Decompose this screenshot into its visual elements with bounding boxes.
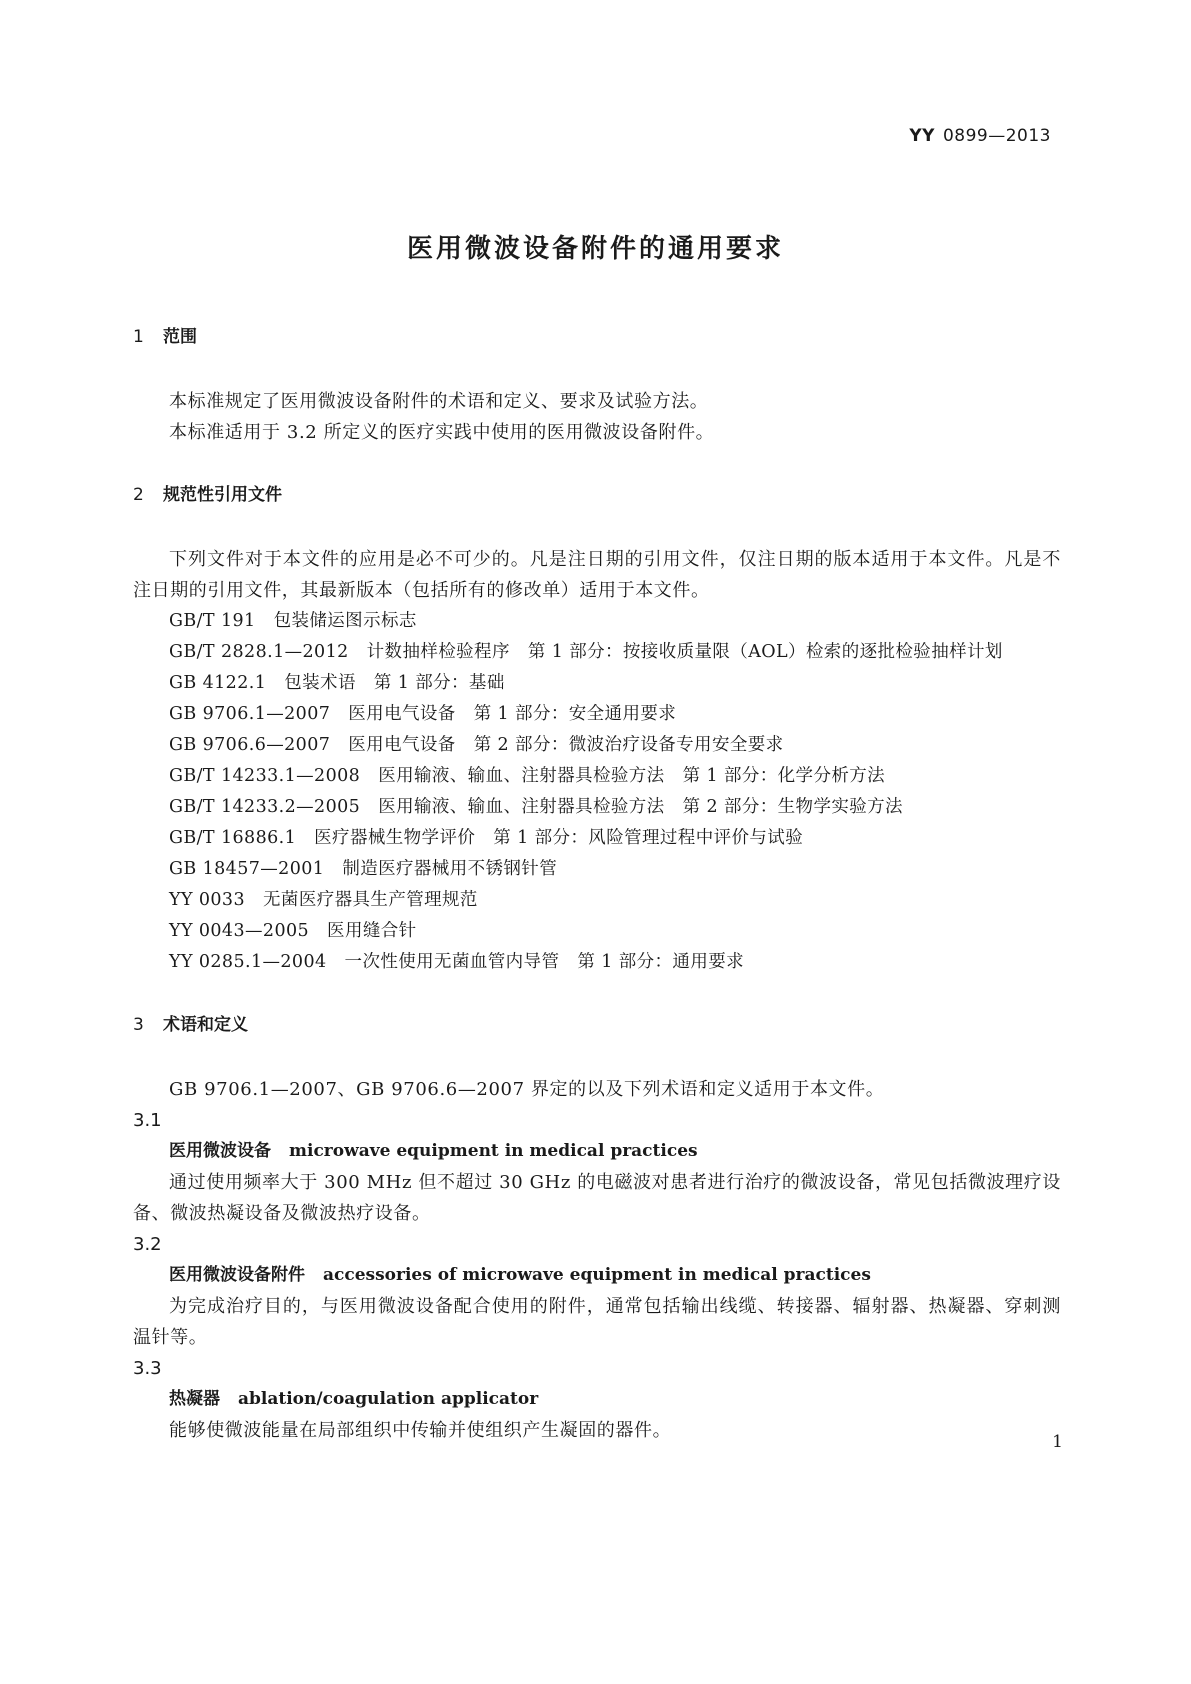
reference-item: YY 0043—2005 医用缝合针 <box>169 921 417 941</box>
term-heading: 医用微波设备附件 accessories of microwave equipment in medical practices <box>169 1265 871 1285</box>
term-number: 3.1 <box>133 1110 162 1131</box>
reference-item: GB 4122.1 包装术语 第 1 部分：基础 <box>169 673 505 693</box>
term-definition: 为完成治疗目的，与医用微波设备配合使用的附件，通常包括输出线缆、转接器、辐射器、热凝器、穿刺测温针等。 <box>133 1296 1061 1348</box>
standard-number: 0899—2013 <box>942 126 1051 146</box>
section-number: 2 <box>133 485 144 505</box>
reference-list <box>133 606 1061 978</box>
section-heading <box>133 1010 1061 1040</box>
section-heading <box>133 480 1061 510</box>
reference-item: GB/T 191 包装储运图示标志 <box>169 611 417 631</box>
reference-item: YY 0033 无菌医疗器具生产管理规范 <box>169 890 478 910</box>
section-title: 术语和定义 <box>163 1015 248 1035</box>
section-heading <box>133 322 1061 352</box>
section-number: 1 <box>133 327 144 347</box>
standard-code <box>909 126 1051 146</box>
term-number: 3.2 <box>133 1234 162 1255</box>
reference-item: GB 18457—2001 制造医疗器械用不锈钢针管 <box>169 859 558 879</box>
paragraph: 下列文件对于本文件的应用是必不可少的。凡是注日期的引用文件，仅注日期的版本适用于本文件。凡是不注日期的引用文件，其最新版本（包括所有的修改单）适用于本文件。 <box>133 549 1061 601</box>
document-title: 医用微波设备附件的通用要求 <box>406 234 784 264</box>
section-title: 规范性引用文件 <box>163 485 282 505</box>
reference-item: GB/T 16886.1 医疗器械生物学评价 第 1 部分：风险管理过程中评价与试验 <box>169 828 804 848</box>
reference-item: GB 9706.1—2007 医用电气设备 第 1 部分：安全通用要求 <box>169 704 677 724</box>
reference-item: GB 9706.6—2007 医用电气设备 第 2 部分：微波治疗设备专用安全要求 <box>169 735 784 755</box>
section-title: 范围 <box>163 327 197 347</box>
paragraph: 本标准规定了医用微波设备附件的术语和定义、要求及试验方法。 <box>169 391 709 412</box>
standard-prefix: YY <box>909 126 935 146</box>
document-body <box>133 322 1061 1446</box>
reference-item: YY 0285.1—2004 一次性使用无菌血管内导管 第 1 部分：通用要求 <box>169 952 745 972</box>
page-number: 1 <box>1052 1432 1063 1452</box>
reference-item: GB/T 14233.1—2008 医用输液、输血、注射器具检验方法 第 1 部分：化学分析方法 <box>169 766 886 786</box>
term-definition: 通过使用频率大于 300 MHz 但不超过 30 GHz 的电磁波对患者进行治疗的微波设备，常见包括微波理疗设备、微波热凝设备及微波热疗设备。 <box>133 1172 1061 1224</box>
term-definition: 能够使微波能量在局部组织中传输并使组织产生凝固的器件。 <box>169 1420 672 1441</box>
term-heading: 医用微波设备 microwave equipment in medical practices <box>169 1141 698 1161</box>
reference-item: GB/T 14233.2—2005 医用输液、输血、注射器具检验方法 第 2 部分：生物学实验方法 <box>169 797 903 817</box>
term-number: 3.3 <box>133 1358 162 1379</box>
term-heading: 热凝器 ablation/coagulation applicator <box>169 1389 539 1409</box>
section-number: 3 <box>133 1015 144 1035</box>
paragraph: GB 9706.1—2007、GB 9706.6—2007 界定的以及下列术语和定义适用于本文件。 <box>169 1079 885 1100</box>
reference-item: GB/T 2828.1—2012 计数抽样检验程序 第 1 部分：按接收质量限（AOL）检索的逐批检验抽样计划 <box>169 642 1003 662</box>
paragraph: 本标准适用于 3.2 所定义的医疗实践中使用的医用微波设备附件。 <box>169 422 715 443</box>
